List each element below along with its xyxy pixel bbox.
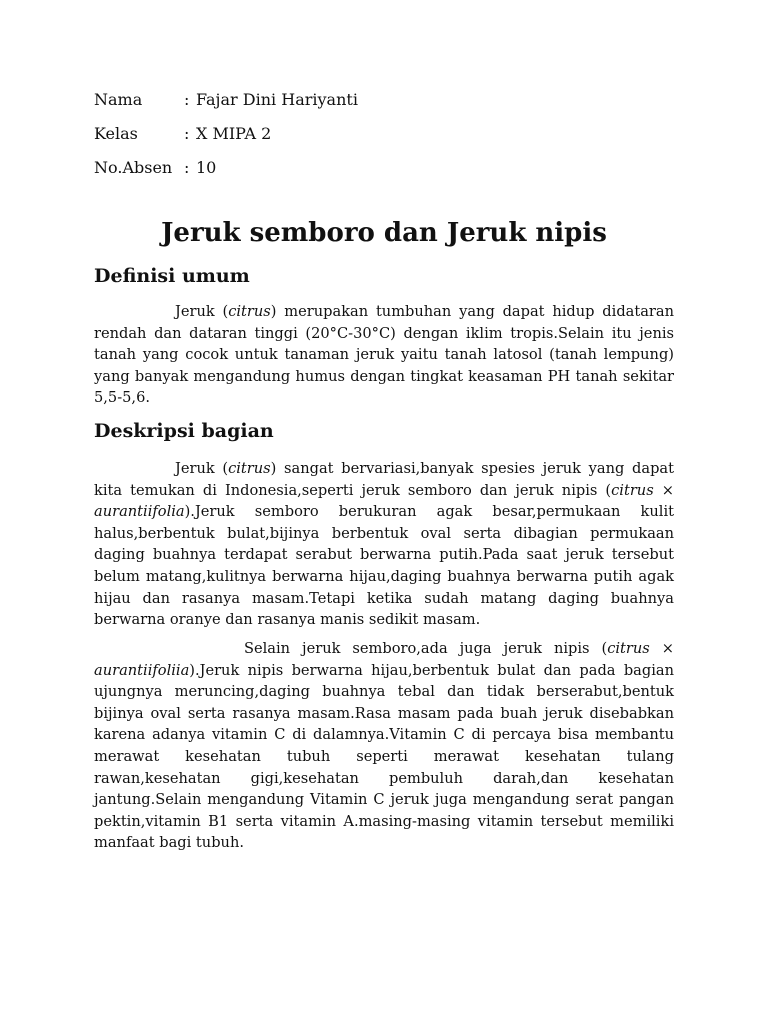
section-heading-deskripsi: Deskripsi bagian [94,420,274,442]
info-value: X MIPA 2 [196,124,272,143]
paragraph-text: Selain jeruk semboro,ada juga jeruk nipis ( [244,640,608,657]
info-value: Fajar Dini Hariyanti [196,90,358,109]
paragraph-text: ) merupakan tumbuhan yang dapat hidup didataran rendah dan dataran tinggi (20°C-30°C) dengan iklim tropis.Selain itu jenis tanah yang cocok untuk tanaman jeruk yaitu tanah latosol (tanah lempung) yang banyak mengandung humus dengan tingkat keasaman PH tanah sekitar 5,5-5,6. [94,303,674,407]
info-row-absen [94,156,358,190]
paragraph-text: Jeruk ( [175,303,229,320]
info-separator: : [184,124,190,143]
italic-term: citrus × aurantiifolia [94,481,674,521]
paragraph-text: ) sangat bervariasi,banyak spesies jeruk yang dapat kita temukan di Indonesia,seperti jeruk semboro dan jeruk nipis ( [94,460,674,499]
info-separator: : [184,158,190,177]
info-row-kelas [94,122,358,156]
paragraph-deskripsi-2 [94,638,674,854]
italic-term: citrus × aurantiifoliia [94,640,675,679]
paragraph-text: Jeruk ( [175,460,229,477]
document-title: Jeruk semboro dan Jeruk nipis [161,218,607,248]
info-row-nama [94,88,358,122]
info-label: Nama [94,90,143,109]
paragraph-definisi [94,301,674,409]
italic-term: citrus [228,460,271,477]
paragraph-text: ).Jeruk nipis berwarna hijau,berbentuk bulat dan pada bagian ujungnya meruncing,daging buahnya tebal dan tidak berserabut,bentuk bijinya oval serta rasanya masam.Rasa masam pada buah jeruk disebabkan karena adanya vitamin C di dalamnya.Vitamin C di percaya bisa membantu merawat kesehatan tubuh seperti merawat kesehatan tulang rawan,kesehatan gigi,kesehatan pembuluh darah,dan kesehatan jantung.Selain mengandung Vitamin C jeruk juga mengandung serat pangan pektin,vitamin B1 serta vitamin A.masing-masing vitamin tersebut memiliki manfaat bagi tubuh. [94,661,674,852]
info-separator: : [184,90,190,109]
info-label: No.Absen [94,158,173,177]
info-label: Kelas [94,124,138,143]
student-info [94,88,358,190]
info-value: 10 [196,158,217,177]
italic-term: citrus [228,303,271,320]
paragraph-deskripsi-1 [94,458,674,631]
paragraph-text: ).Jeruk semboro berukuran agak besar,permukaan kulit halus,berbentuk bulat,bijinya berbentuk oval serta dibagian permukaan daging buahnya terdapat serabut berwarna putih.Pada saat jeruk tersebut belum matang,kulitnya berwarna hijau,daging buahnya berwarna putih agak hijau dan rasanya masam.Tetapi ketika sudah matang daging buahnya berwarna oranye dan rasanya manis sedikit masam. [94,503,674,629]
section-heading-definisi: Definisi umum [94,265,250,287]
